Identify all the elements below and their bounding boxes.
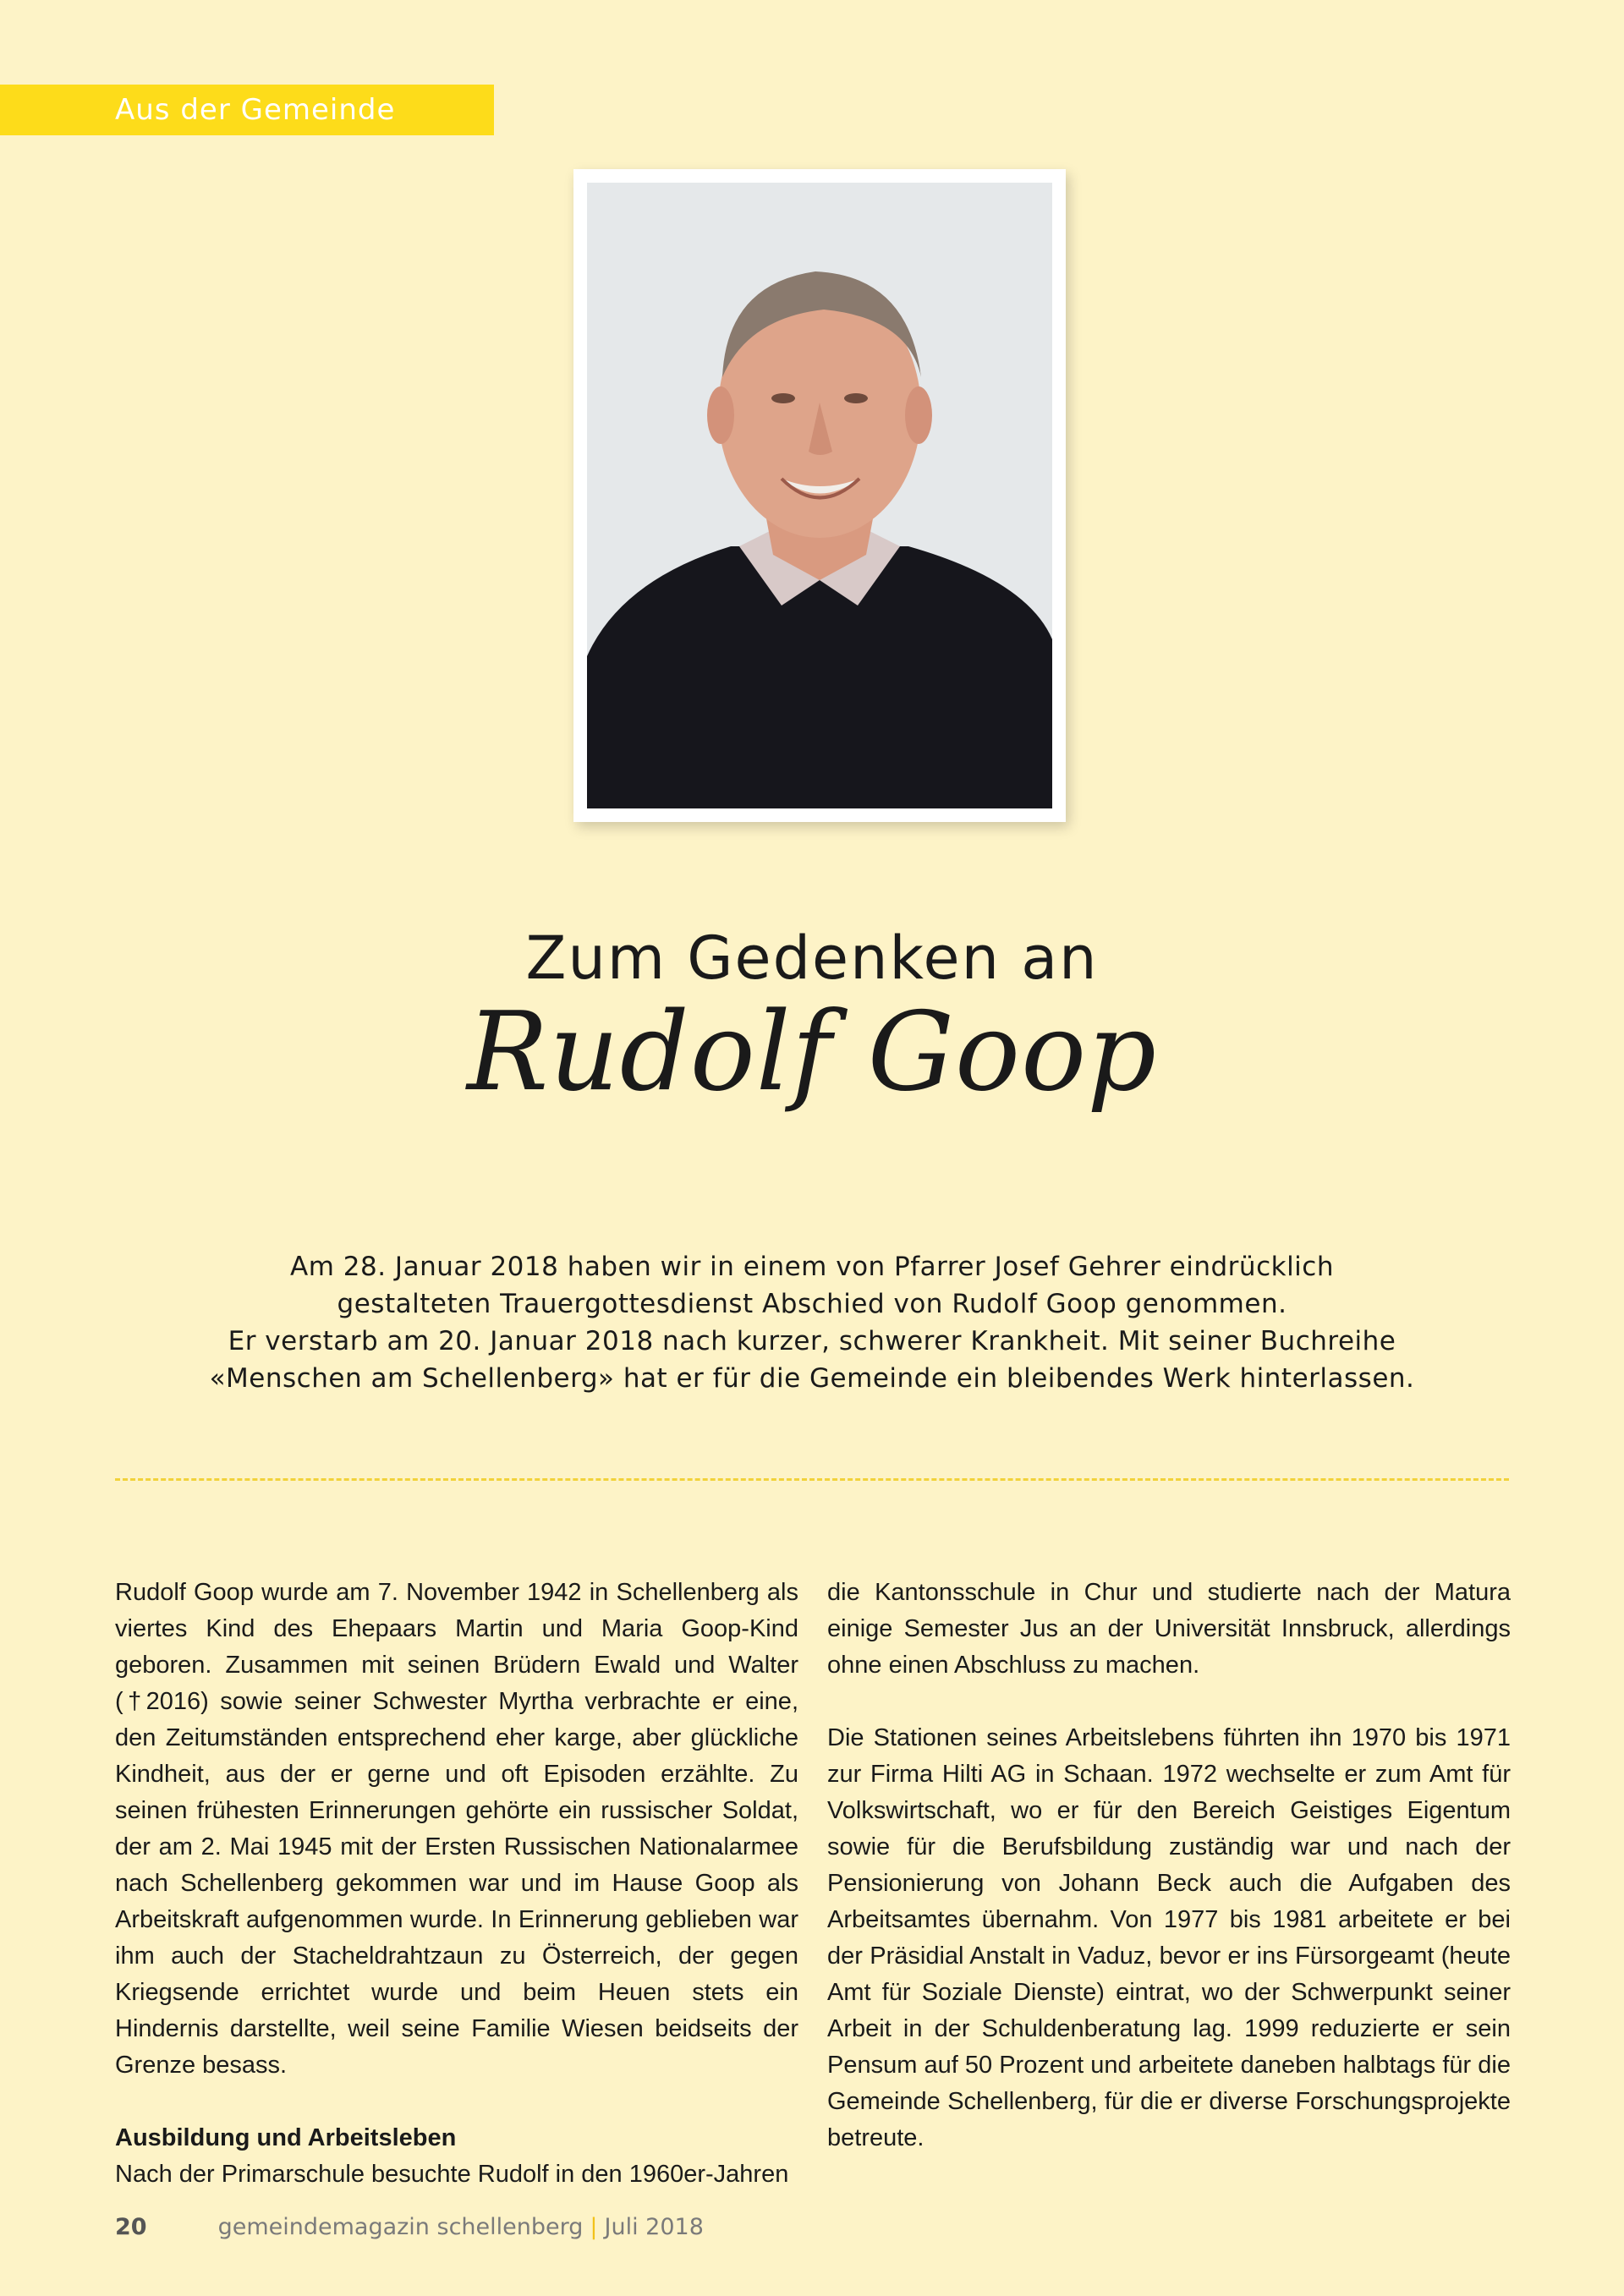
lead-line: gestalteten Trauergottesdienst Abschied von Rudolf Goop genommen.	[337, 1289, 1287, 1319]
subheading: Ausbildung und Arbeitsleben	[115, 2124, 457, 2151]
page-footer	[115, 2214, 704, 2240]
body-paragraph: Die Stationen seines Arbeitslebens führten ihn 1970 bis 1971 zur Firma Hilti AG in Schaan. 1972 wechselte er zum Amt für Volkswirtschaft, wo er für den Bereich Geistiges Eigentum sowie für die Berufsbildung zuständig war und nach der Pensionierung von Johann Beck auch die Aufgaben des Arbeitsamtes übernahm. Von 1977 bis 1981 arbeitete er bei der Präsidial Anstalt in Vaduz, bevor er ins Fürsorgeamt (heute Amt für Soziale Dienste) eintrat, wo der Schwerpunkt seiner Arbeit in der Schuldenberatung lag. 1999 reduzierte er sein Pensum auf 50 Prozent und arbeitete daneben halbtags für die Gemeinde Schellenberg, für die er diverse Forschungsprojekte betreute.	[827, 1724, 1511, 2151]
lead-line: «Menschen am Schellenberg» hat er für die Gemeinde ein bleibendes Werk hinterlassen.	[209, 1363, 1415, 1394]
section-tag: Aus der Gemeinde	[0, 85, 494, 135]
person-name: Rudolf Goop	[466, 989, 1158, 1115]
portrait-frame	[573, 169, 1066, 822]
text-column-left	[115, 1575, 798, 2193]
lead-paragraph	[178, 1248, 1446, 1397]
headline: Zum Gedenken an	[525, 923, 1099, 993]
lead-line: Er verstarb am 20. Januar 2018 nach kurzer, schwerer Krankheit. Mit seiner Buchreihe	[228, 1326, 1396, 1356]
page-number: 20	[115, 2214, 147, 2240]
body-paragraph: Nach der Primarschule besuchte Rudolf in den 1960er-Jahren	[115, 2161, 789, 2188]
body-paragraph: Rudolf Goop wurde am 7. November 1942 in Schellenberg als viertes Kind des Ehepaars Martin und Maria Goop-Kind geboren. Zusammen mit seinen Brüdern Ewald und Walter (†2016) sowie seiner Schwester Myrtha verbrachte er eine, den Zeitumständen entsprechend eher karge, aber glückliche Kindheit, aus der er gerne und oft Episoden erzählte. Zu seinen frühesten Erinnerungen gehörte ein russischer Soldat, der am 2. Mai 1945 mit der Ersten Russischen Nationalarmee nach Schellenberg gekommen war und im Hause Goop als Arbeitskraft aufgenommen wurde. In Erinnerung geblieben war ihm auch der Stacheldrahtzaun zu Österreich, der gegen Kriegsende errichtet wurde und beim Heuen stets ein Hindernis darstellte, weil seine Familie Wiesen beidseits der Grenze besass.	[115, 1579, 798, 2079]
magazine-name: gemeindemagazin schellenberg	[217, 2214, 584, 2240]
dashed-divider	[115, 1478, 1509, 1481]
text-column-right	[827, 1575, 1511, 2156]
lead-line: Am 28. Januar 2018 haben wir in einem von Pfarrer Josef Gehrer eindrücklich	[290, 1252, 1334, 1282]
body-paragraph: die Kantonsschule in Chur und studierte nach der Matura einige Semester Jus an der Universität Innsbruck, allerdings ohne einen Abschluss zu machen.	[827, 1579, 1511, 1679]
issue-date: Juli 2018	[604, 2214, 704, 2240]
footer-separator: |	[590, 2214, 598, 2240]
portrait-photo	[587, 183, 1052, 808]
